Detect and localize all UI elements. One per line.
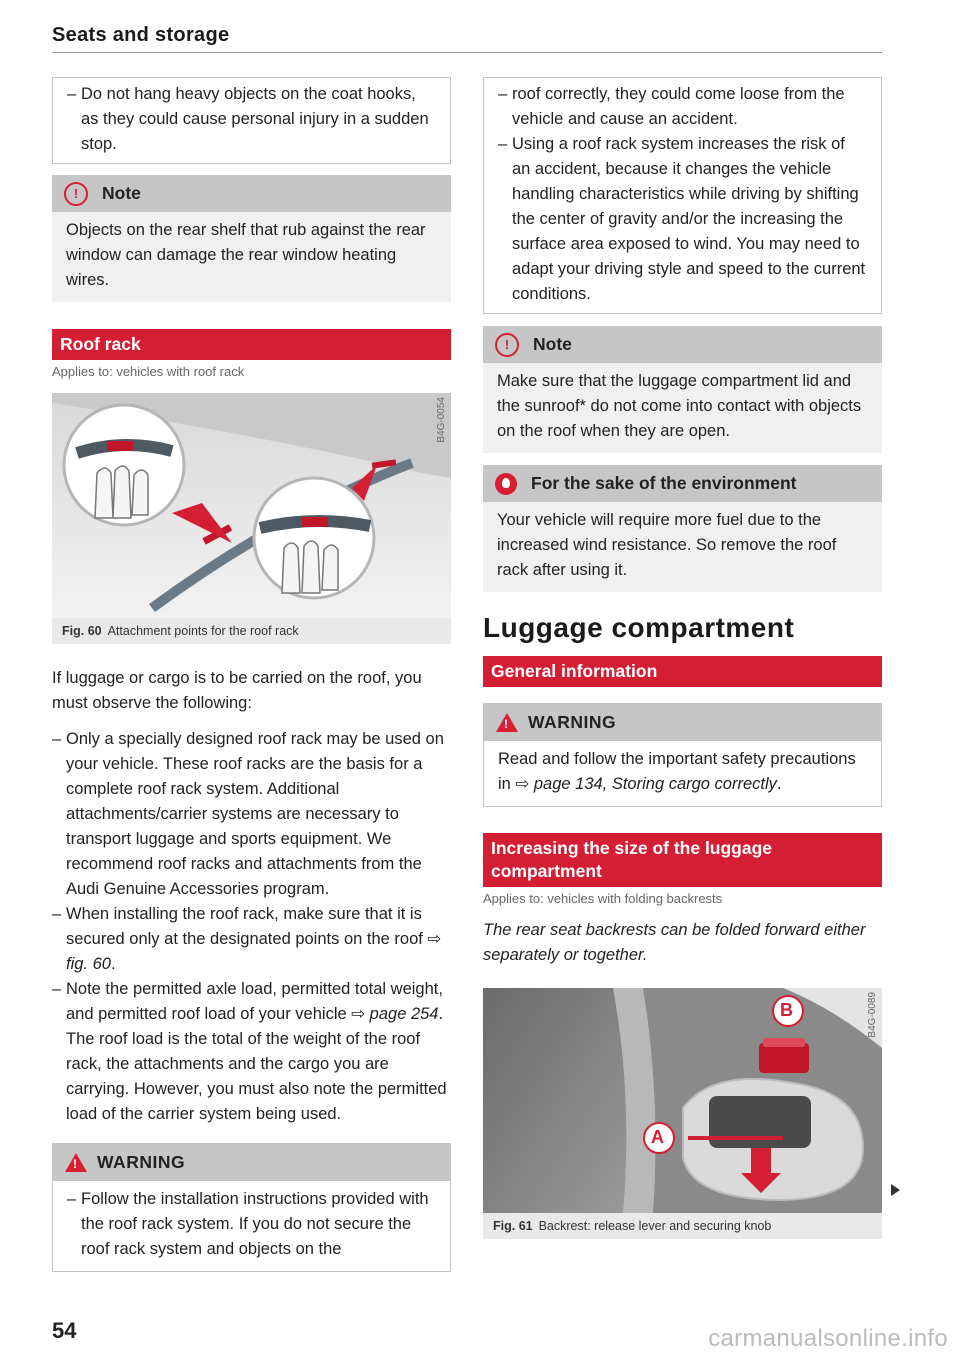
note-icon: !	[64, 182, 88, 206]
section-heading: Roof rack	[52, 329, 451, 360]
warning-header	[53, 1144, 450, 1181]
warning-title: WARNING	[528, 712, 617, 732]
figure-code: B4G-0089	[867, 992, 878, 1038]
figure-code: B4G-0054	[436, 397, 447, 443]
warning-box	[483, 703, 882, 807]
warning-icon	[496, 713, 518, 732]
note-box	[483, 326, 882, 453]
list-item-continued: – roof correctly, they could come loose from the vehicle and cause an accident.	[498, 82, 867, 132]
figure-caption-text: Attachment points for the roof rack	[107, 624, 299, 638]
callout-label-a: A	[651, 1127, 664, 1147]
roof-rack-section	[52, 329, 451, 1272]
figure-caption	[483, 1213, 882, 1239]
environment-title: For the sake of the environment	[531, 473, 797, 493]
right-column	[483, 77, 882, 1239]
warning-continued-box	[483, 77, 882, 314]
figure-caption-text: Backrest: release lever and securing knob	[538, 1219, 772, 1233]
note-body: Make sure that the luggage compartment lid and the sunroof* do not come into contact with objects on the roof when they are open.	[497, 372, 862, 440]
note-header	[483, 326, 882, 363]
warning-icon	[65, 1153, 87, 1172]
list-item-end: .	[110, 955, 116, 973]
note-title: Note	[533, 334, 572, 354]
figure-caption	[52, 618, 451, 644]
continue-arrow-icon	[891, 1184, 900, 1196]
warning-box	[52, 1143, 451, 1272]
header-rule	[52, 52, 882, 53]
callout-label-b: B	[780, 1000, 793, 1020]
warning-header	[484, 704, 881, 741]
section-title: Luggage compartment	[483, 612, 795, 643]
environment-body: Your vehicle will require more fuel due to the increased wind resistance. So remove the roof rack after using it.	[497, 511, 837, 579]
list-item: – Using a roof rack system increases the risk of an accident, because it changes the vehicle handling characteristics while driving by shifting the center of gravity and/or the increasing the surface area exposed to wind. You may need to adapt your driving style and speed to the current conditions.	[498, 132, 867, 307]
coat-hook-warning-box	[52, 77, 451, 164]
list-item: – Follow the installation instructions provided with the roof rack system. If you do not secure the roof rack system and objects on the	[67, 1187, 436, 1262]
environment-box	[483, 465, 882, 592]
environment-header	[483, 465, 882, 502]
note-box	[52, 175, 451, 302]
list-item-text: Note the permitted axle load, permitted total weight, and permitted roof load of your vehicle	[66, 980, 443, 1023]
warning-body	[53, 1181, 450, 1271]
backrest-illustration	[483, 988, 882, 1213]
note-icon: !	[495, 333, 519, 357]
figure-number: Fig. 60	[62, 624, 102, 638]
cross-reference-link[interactable]: ⇨ page 254	[351, 1005, 439, 1023]
list-item	[52, 902, 451, 977]
paragraph: If luggage or cargo is to be carried on the roof, you must observe the following:	[52, 669, 422, 712]
list-item: – Do not hang heavy objects on the coat hooks, as they could cause personal injury in a sudden stop.	[67, 82, 436, 157]
list-item-text: When installing the roof rack, make sure that it is secured only at the designated points on the roof	[66, 905, 428, 948]
figure-roof-rack	[52, 393, 451, 618]
note-body: Objects on the rear shelf that rub against the rear window can damage the rear window heating wires.	[66, 221, 426, 289]
applies-to: Applies to: vehicles with roof rack	[52, 364, 245, 379]
subsection-heading: General information	[483, 656, 882, 687]
cross-reference-link[interactable]: ⇨ page 134, Storing cargo correctly	[515, 775, 777, 793]
page-number: 54	[52, 1318, 77, 1343]
roof-rack-illustration	[52, 393, 451, 618]
warning-body: Read and follow the important safety precautions in ⇨ page 134, Storing cargo correctly.	[498, 750, 856, 793]
leaf-icon	[495, 473, 517, 495]
subsection-heading: Increasing the size of the luggage compartment	[483, 833, 882, 887]
list-item: – Only a specially designed roof rack may be used on your vehicle. These roof racks are the basis for a complete roof rack system. Additional attachments/carrier systems are necessary to transport luggage and sports equipment. We recommend roof racks and attachments from the Audi Genuine Accessories program.	[52, 727, 451, 902]
note-title: Note	[102, 183, 141, 203]
warning-title: WARNING	[97, 1152, 186, 1172]
left-column	[52, 77, 451, 1272]
list-item	[52, 977, 451, 1127]
note-header	[52, 175, 451, 212]
figure-backrest	[483, 988, 882, 1213]
figure-number: Fig. 61	[493, 1219, 533, 1233]
cross-reference-link[interactable]: ⇨ fig. 60	[66, 930, 442, 973]
applies-to: Applies to: vehicles with folding backrests	[483, 891, 723, 906]
watermark: carmanualsonline.info	[708, 1325, 948, 1352]
list-item-end: . The roof load is the total of the weight of the roof rack, the attachments and the cargo you are carrying. However, you must also note the permitted load of the carrier system being used.	[66, 1005, 447, 1123]
intro-paragraph: The rear seat backrests can be folded forward either separately or together.	[483, 921, 866, 964]
running-head: Seats and storage	[52, 24, 230, 46]
